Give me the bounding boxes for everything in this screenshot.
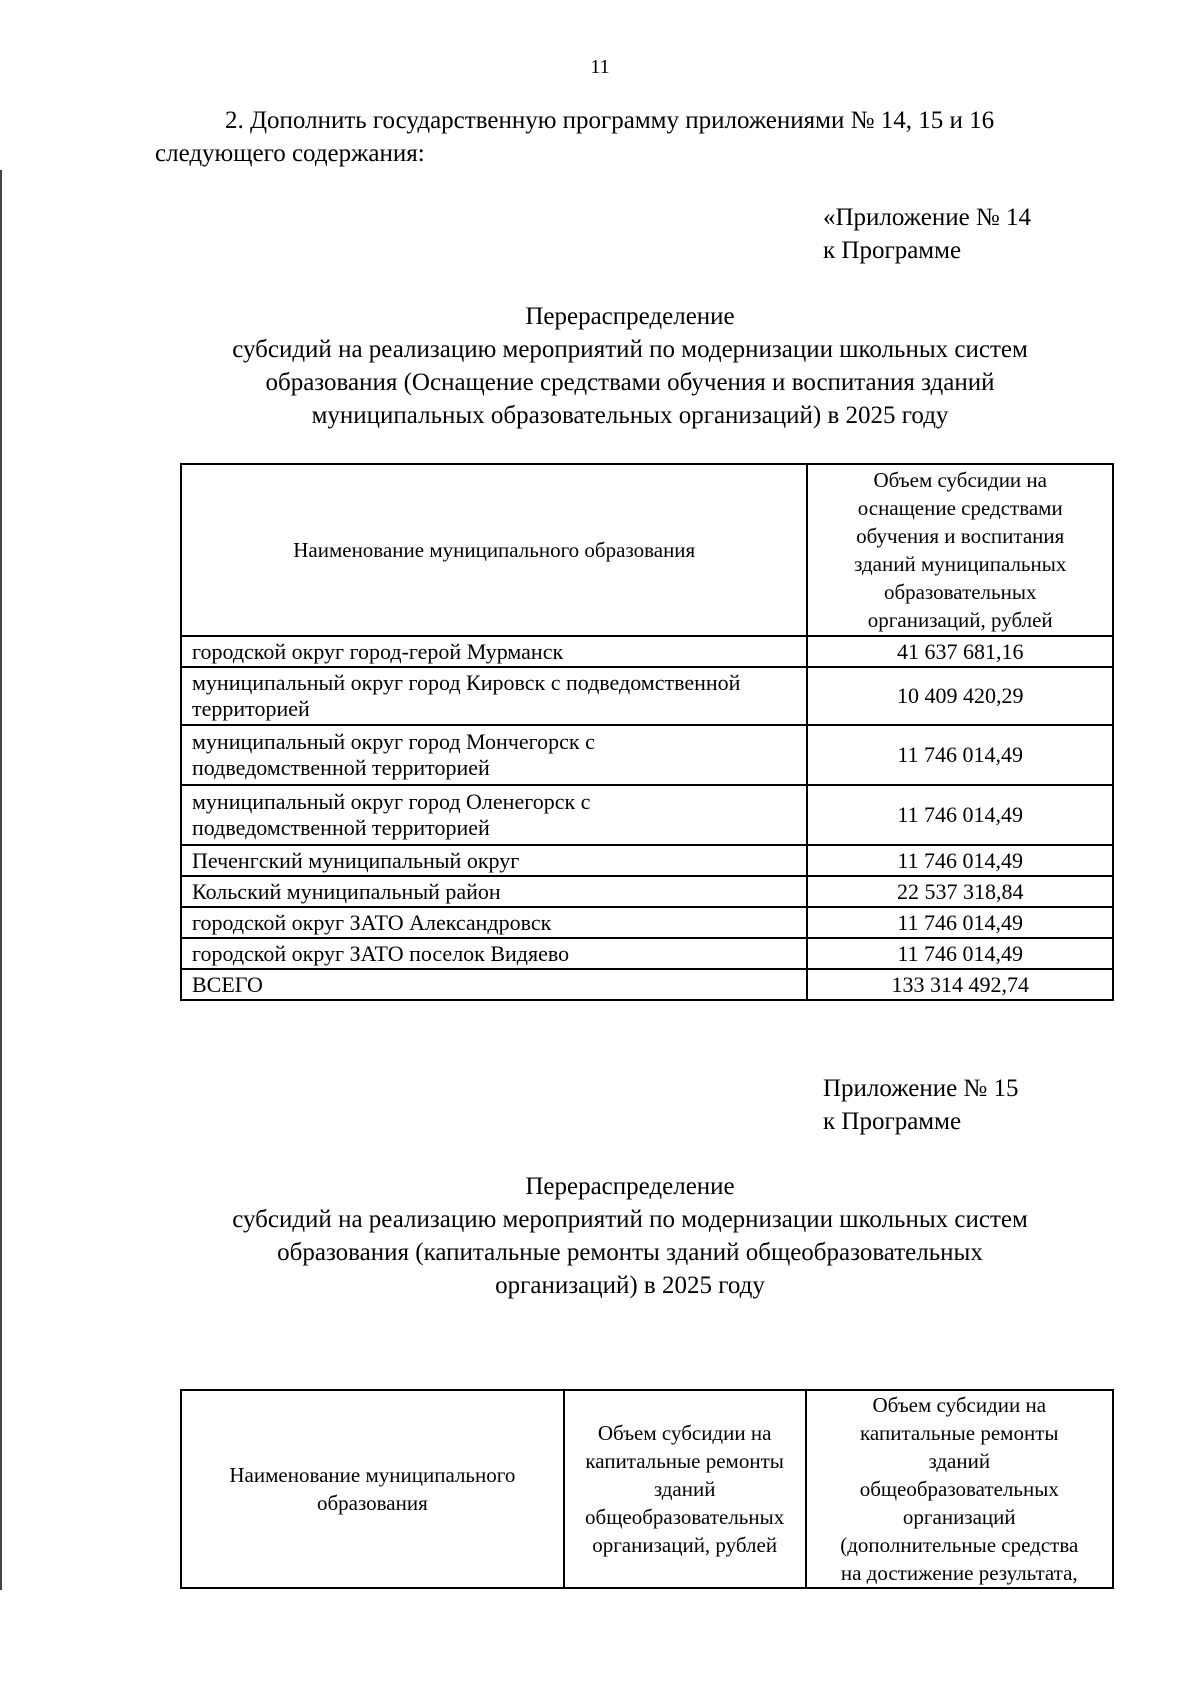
- municipality-name: [181, 876, 807, 907]
- header-line: капитальные ремонты: [585, 1449, 784, 1473]
- header-line: организаций, рублей: [867, 608, 1053, 632]
- name-line: Печенгский муниципальный округ: [192, 847, 520, 873]
- heading-15: [160, 1170, 1100, 1302]
- heading-14: [160, 300, 1100, 432]
- scan-edge-line: [0, 170, 5, 1590]
- intro-paragraph: 2. Дополнить государственную программу приложениями № 14, 15 и 16 следующего содержания:: [155, 107, 995, 167]
- table-14-header-value: [807, 464, 1113, 636]
- appendix-15-caption: [823, 1072, 1019, 1138]
- subsidy-value: 22 537 318,84: [807, 876, 1113, 907]
- name-line: территорией: [192, 696, 310, 721]
- appendix-14-line1: «Приложение № 14: [823, 204, 1032, 231]
- header-line: образования: [316, 1491, 428, 1515]
- heading-14-line2: субсидий на реализацию мероприятий по модернизации школьных систем: [232, 336, 1028, 363]
- appendix-15-line2: к Программе: [823, 1108, 962, 1135]
- heading-15-line2: субсидий на реализацию мероприятий по модернизации школьных систем: [232, 1206, 1028, 1233]
- header-line: Наименование муниципального: [229, 1463, 516, 1487]
- heading-14-line1: Перераспределение: [525, 303, 735, 330]
- name-line: муниципальный округ город Оленегорск с: [192, 789, 591, 814]
- page-number: 11: [590, 56, 610, 78]
- table-total-row: [181, 969, 1113, 1000]
- name-line: городской округ ЗАТО поселок Видяево: [192, 940, 570, 966]
- header-line: Объем субсидии на: [597, 1421, 772, 1445]
- header-line: общеобразовательных: [585, 1505, 785, 1529]
- subsidy-value: 11 746 014,49: [807, 845, 1113, 876]
- table-14: [180, 463, 1114, 1001]
- table-row: [181, 907, 1113, 938]
- municipality-name: [181, 725, 807, 785]
- table-14-header-name: Наименование муниципального образования: [181, 464, 807, 636]
- name-line: ВСЕГО: [192, 971, 263, 997]
- heading-15-line1: Перераспределение: [525, 1173, 735, 1200]
- header-line: на достижение результата,: [840, 1561, 1078, 1585]
- municipality-name: [181, 845, 807, 876]
- header-line: капитальные ремонты: [860, 1421, 1059, 1445]
- subsidy-value: 11 746 014,49: [807, 785, 1113, 845]
- header-line: Объем субсидии на: [873, 468, 1047, 492]
- name-line: городской округ город-герой Мурманск: [192, 638, 564, 664]
- header-line: организаций, рублей: [592, 1533, 778, 1557]
- municipality-name: [181, 636, 807, 667]
- table-row: [181, 876, 1113, 907]
- municipality-name: [181, 667, 807, 725]
- heading-15-line4: организаций) в 2025 году: [495, 1272, 765, 1299]
- name-line: Кольский муниципальный район: [192, 878, 501, 904]
- heading-14-line4: муниципальных образовательных организаций) в 2025 году: [311, 402, 949, 429]
- name-line: муниципальный округ город Мончегорск с: [192, 729, 595, 754]
- heading-14-line3: образования (Оснащение средствами обучения и воспитания зданий: [265, 369, 995, 396]
- table-row: [181, 938, 1113, 969]
- header-line: зданий: [928, 1449, 991, 1473]
- header-line: Объем субсидии на: [872, 1393, 1047, 1417]
- table-15-header-value: [564, 1390, 806, 1588]
- total-label: [181, 969, 807, 1000]
- subsidy-value: 11 746 014,49: [807, 907, 1113, 938]
- appendix-15-line1: Приложение № 15: [823, 1075, 1019, 1102]
- name-line: подведомственной территорией: [192, 815, 490, 840]
- header-line: зданий муниципальных: [854, 552, 1067, 576]
- municipality-name: [181, 785, 807, 845]
- municipality-name: [181, 907, 807, 938]
- heading-15-line3: образования (капитальные ремонты зданий общеобразовательных: [277, 1239, 983, 1266]
- table-14-header-row: [181, 464, 1113, 636]
- table-15-header-row: [181, 1390, 1113, 1588]
- table-row: [181, 785, 1113, 845]
- header-line: оснащение средствами: [857, 496, 1063, 520]
- table-15-header-additional: [806, 1390, 1113, 1588]
- header-line: (дополнительные средства: [840, 1533, 1079, 1557]
- appendix-14-caption: [823, 201, 1031, 267]
- table-15-header-name: [181, 1390, 564, 1588]
- table-row: [181, 636, 1113, 667]
- total-value: 133 314 492,74: [807, 969, 1113, 1000]
- header-line: образовательных: [883, 580, 1037, 604]
- table-15: [180, 1389, 1114, 1589]
- table-row: [181, 845, 1113, 876]
- name-line: подведомственной территорией: [192, 755, 490, 780]
- header-line: обучения и воспитания: [856, 524, 1065, 548]
- municipality-name: [181, 938, 807, 969]
- name-line: муниципальный округ город Кировск с подведомственной: [192, 670, 741, 695]
- header-line: зданий: [653, 1477, 716, 1501]
- appendix-14-line2: к Программе: [823, 237, 962, 264]
- name-line: городской округ ЗАТО Александровск: [192, 909, 552, 935]
- subsidy-value: 41 637 681,16: [807, 636, 1113, 667]
- subsidy-value: 11 746 014,49: [807, 725, 1113, 785]
- table-row: [181, 667, 1113, 725]
- subsidy-value: 11 746 014,49: [807, 938, 1113, 969]
- subsidy-value: 10 409 420,29: [807, 667, 1113, 725]
- table-row: [181, 725, 1113, 785]
- header-line: организаций: [902, 1505, 1016, 1529]
- header-line: общеобразовательных: [859, 1477, 1059, 1501]
